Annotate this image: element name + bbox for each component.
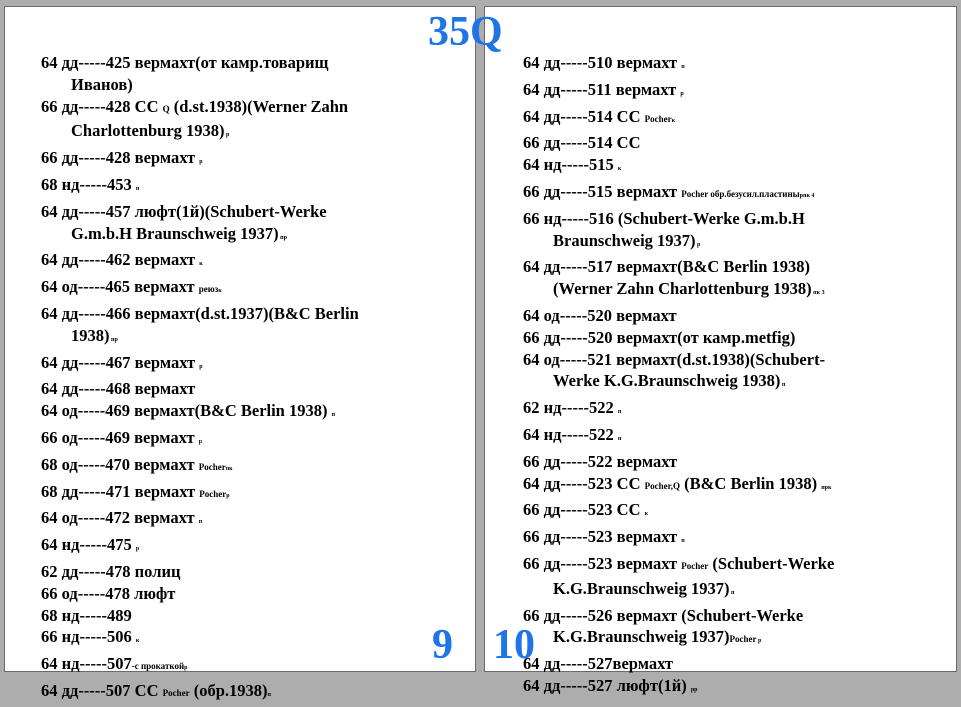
entry-main: 66 нд-----516 (Schubert-Werke G.m.b.H (523, 208, 805, 228)
entry-main: 66 дд-----515 вермахт (523, 181, 682, 201)
entry-line (523, 349, 948, 398)
entry-line (523, 653, 948, 675)
entry-tiny: п (198, 519, 203, 526)
entry-tiny: р (135, 546, 140, 553)
entry-tiny: п (617, 435, 622, 442)
entry-main: 64 дд-----523 СС (523, 473, 645, 493)
entry-line (41, 276, 467, 303)
entry-note: Pocher (681, 560, 709, 571)
entry-line (41, 400, 467, 427)
entry-main: 64 нд-----475 (41, 535, 136, 555)
entry-main: 66 дд-----428 СС (41, 96, 163, 116)
entry-line (41, 52, 467, 96)
entry-tiny: р (198, 438, 203, 445)
entry-cont (523, 626, 948, 653)
entry-line (41, 147, 467, 174)
entry-line (41, 249, 467, 276)
entry-tiny: к (218, 288, 222, 295)
entry-line (523, 327, 948, 349)
entry-main: 64 дд-----514 СС (523, 106, 645, 126)
entry-line (41, 605, 467, 627)
entry-tiny: п (135, 185, 140, 192)
entry-tiny: к (135, 638, 140, 645)
entry-main: 64 дд-----466 вермахт(d.st.1937)(B&C Berlin (41, 303, 359, 323)
entry-line (41, 680, 467, 707)
entry-rest: (B&C Berlin 1938) (680, 473, 822, 493)
entry-rest: (Schubert-Werke (708, 553, 835, 573)
left-page (4, 6, 476, 700)
page-number-right: 10 (493, 622, 535, 668)
entry-note2: Pocher (729, 634, 757, 645)
entry-main: 66 од-----478 люфт (41, 583, 176, 603)
entry-main: 64 дд-----462 вермахт (41, 250, 200, 270)
entry-tiny: пк (225, 465, 233, 472)
entry-tiny: к (671, 117, 676, 124)
entry-line (41, 201, 467, 250)
entry-main: 64 од-----521 вермахт(d.st.1938)(Schubert- (523, 349, 826, 369)
entry-main: 64 дд-----517 вермахт(B&C Berlin 1938) (523, 257, 811, 277)
entry-line (523, 132, 948, 154)
entry-main: 64 дд-----425 вермахт(от камр.товарищ (41, 53, 329, 72)
entry-line (41, 454, 467, 481)
entry-cont-text: Braunschweig 1937) (553, 230, 696, 250)
entry-line (41, 507, 467, 534)
entry-rest: (d.st.1938)(Werner Zahn (169, 96, 349, 116)
page-number-left: 9 (432, 622, 453, 668)
entry-main: 64 дд-----510 вермахт (523, 53, 682, 72)
entry-line (41, 653, 467, 680)
entry-line (523, 154, 948, 181)
entry-line (41, 378, 467, 400)
entry-tiny: п (267, 691, 272, 698)
entry-cont (41, 325, 467, 352)
entry-main: 66 дд-----523 вермахт (523, 527, 682, 547)
entry-cont-text: (Werner Zahn Charlottenburg 1938) (553, 279, 812, 299)
entry-cont (523, 230, 948, 257)
entry-line (523, 499, 948, 526)
entry-main: 64 дд-----511 вермахт (523, 79, 681, 99)
entry-line (523, 208, 948, 257)
entry-rest: (обр.1938) (189, 680, 268, 700)
entry-note: Pocher обр.безусил.пластины (681, 188, 800, 199)
entry-tiny: п (780, 382, 786, 389)
entry-main: 66 дд-----523 СС (523, 500, 645, 520)
left-entries (41, 52, 467, 707)
entry-main: 64 дд-----468 вермахт (41, 379, 196, 399)
entry-tiny: п (331, 412, 336, 419)
entry-line (41, 303, 467, 352)
entry-tiny: к (644, 511, 649, 518)
entry-note: Pocher (198, 461, 226, 472)
entry-tiny: к (199, 261, 203, 268)
entry-tiny: п (729, 589, 735, 596)
entry-main: 68 нд-----489 (41, 605, 132, 625)
entry-note: -с прокаткой (131, 661, 185, 672)
entry-main: 64 дд-----457 люфт(1й)(Schubert-Werke (41, 201, 327, 221)
entry-main: 62 нд-----522 (523, 398, 618, 418)
entry-cont-text: G.m.b.H Braunschweig 1937) (71, 223, 279, 243)
entry-note: Pocher (644, 113, 672, 124)
entry-note: Pocher,Q (644, 480, 681, 491)
entry-line (41, 427, 467, 454)
entry-cont-text: Charlottenburg 1938) (71, 121, 225, 141)
entry-main: 64 од-----472 вермахт (41, 508, 199, 528)
entry-cont (523, 578, 948, 605)
entry-main: 66 дд-----520 вермахт(от камр.metfig) (523, 327, 796, 347)
entry-line (523, 256, 948, 305)
entry-cont-text: Иванов) (71, 74, 133, 94)
entry-tiny: пк 3 (811, 290, 825, 297)
entry-main: 64 од-----465 вермахт (41, 277, 199, 297)
entry-line (523, 424, 948, 451)
entry-main: 66 дд-----514 СС (523, 133, 641, 153)
entry-main: 66 нд-----506 (41, 627, 136, 647)
entry-line (523, 181, 948, 208)
entry-main: 64 нд-----507 (41, 654, 132, 674)
entry-note: Q (162, 103, 170, 114)
entry-main: 66 дд-----428 вермахт (41, 148, 200, 168)
entry-cont-text: Werke K.G.Braunschweig 1938) (553, 371, 781, 391)
right-page (484, 6, 957, 695)
entry-note: реюз (198, 284, 219, 295)
entry-line (523, 79, 948, 106)
entry-cont (523, 278, 948, 305)
entry-main: 66 дд-----526 вермахт (Schubert-Werke (523, 605, 804, 625)
right-entries (523, 52, 948, 702)
entry-line (523, 106, 948, 133)
entry-line (523, 553, 948, 605)
entry-cont (41, 74, 467, 96)
entry-line (523, 526, 948, 553)
entry-main: 64 од-----520 вермахт (523, 305, 677, 325)
entry-tiny: к (617, 166, 622, 173)
entry-line (41, 174, 467, 201)
entry-line (523, 675, 948, 702)
entry-cont-text: K.G.Braunschweig 1937) (553, 627, 730, 647)
entry-line (41, 561, 467, 583)
entry-tiny: прк (821, 484, 832, 491)
entry-tiny: п (681, 64, 685, 70)
entry-tiny: р (680, 90, 684, 97)
entry-tiny: пр (278, 234, 287, 241)
header-code: 35Q (428, 9, 503, 55)
entry-tiny: р (184, 665, 188, 672)
entry-main: 64 дд-----507 СС (41, 680, 163, 700)
entry-line (41, 626, 467, 653)
entry-tiny: р (226, 492, 230, 499)
entry-main: 64 дд-----527вермахт (523, 654, 674, 674)
entry-main: 68 од-----470 вермахт (41, 454, 199, 474)
entry-tiny: п (681, 538, 685, 545)
entry-main: 68 нд-----453 (41, 174, 136, 194)
entry-line (41, 352, 467, 379)
entry-main: 66 дд-----523 вермахт (523, 553, 682, 573)
entry-tiny: рпк 4 (799, 192, 815, 199)
entry-main: 64 дд-----467 вермахт (41, 352, 200, 372)
entry-cont (41, 223, 467, 250)
entry-tiny: р (224, 132, 230, 139)
entry-main: 66 од-----469 вермахт (41, 427, 199, 447)
entry-main: 68 дд-----471 вермахт (41, 481, 200, 501)
entry-tiny: рр (690, 686, 698, 693)
entry-tiny: п (617, 409, 622, 416)
entry-line (41, 534, 467, 561)
entry-line (523, 451, 948, 473)
entry-main: 64 од-----469 вермахт(B&C Berlin 1938) (41, 401, 332, 421)
entry-main: 62 дд-----478 полиц (41, 561, 181, 581)
entry-line (41, 96, 467, 148)
entry-tiny: р (199, 159, 203, 166)
entry-cont (41, 120, 467, 147)
entry-note: Pocher (199, 488, 227, 499)
entry-tiny: р (199, 363, 203, 370)
entry-cont-text: 1938) (71, 325, 110, 345)
entry-cont (523, 370, 948, 397)
entry-tiny: р (756, 638, 762, 645)
entry-line (523, 473, 948, 500)
entry-main: 66 дд-----522 вермахт (523, 451, 678, 471)
entry-main: 64 нд-----522 (523, 424, 618, 444)
entry-line (41, 583, 467, 605)
entry-main: 64 дд-----527 люфт(1й) (523, 675, 691, 695)
entry-line (523, 52, 948, 79)
entry-line (523, 605, 948, 654)
entry-tiny: пр (109, 336, 118, 343)
entry-line (523, 305, 948, 327)
entry-line (523, 397, 948, 424)
entry-note: Pocher (162, 687, 190, 698)
entry-cont-text: K.G.Braunschweig 1937) (553, 578, 730, 598)
entry-tiny: р (695, 241, 701, 248)
entry-main: 64 нд-----515 (523, 155, 618, 175)
entry-line (41, 481, 467, 508)
